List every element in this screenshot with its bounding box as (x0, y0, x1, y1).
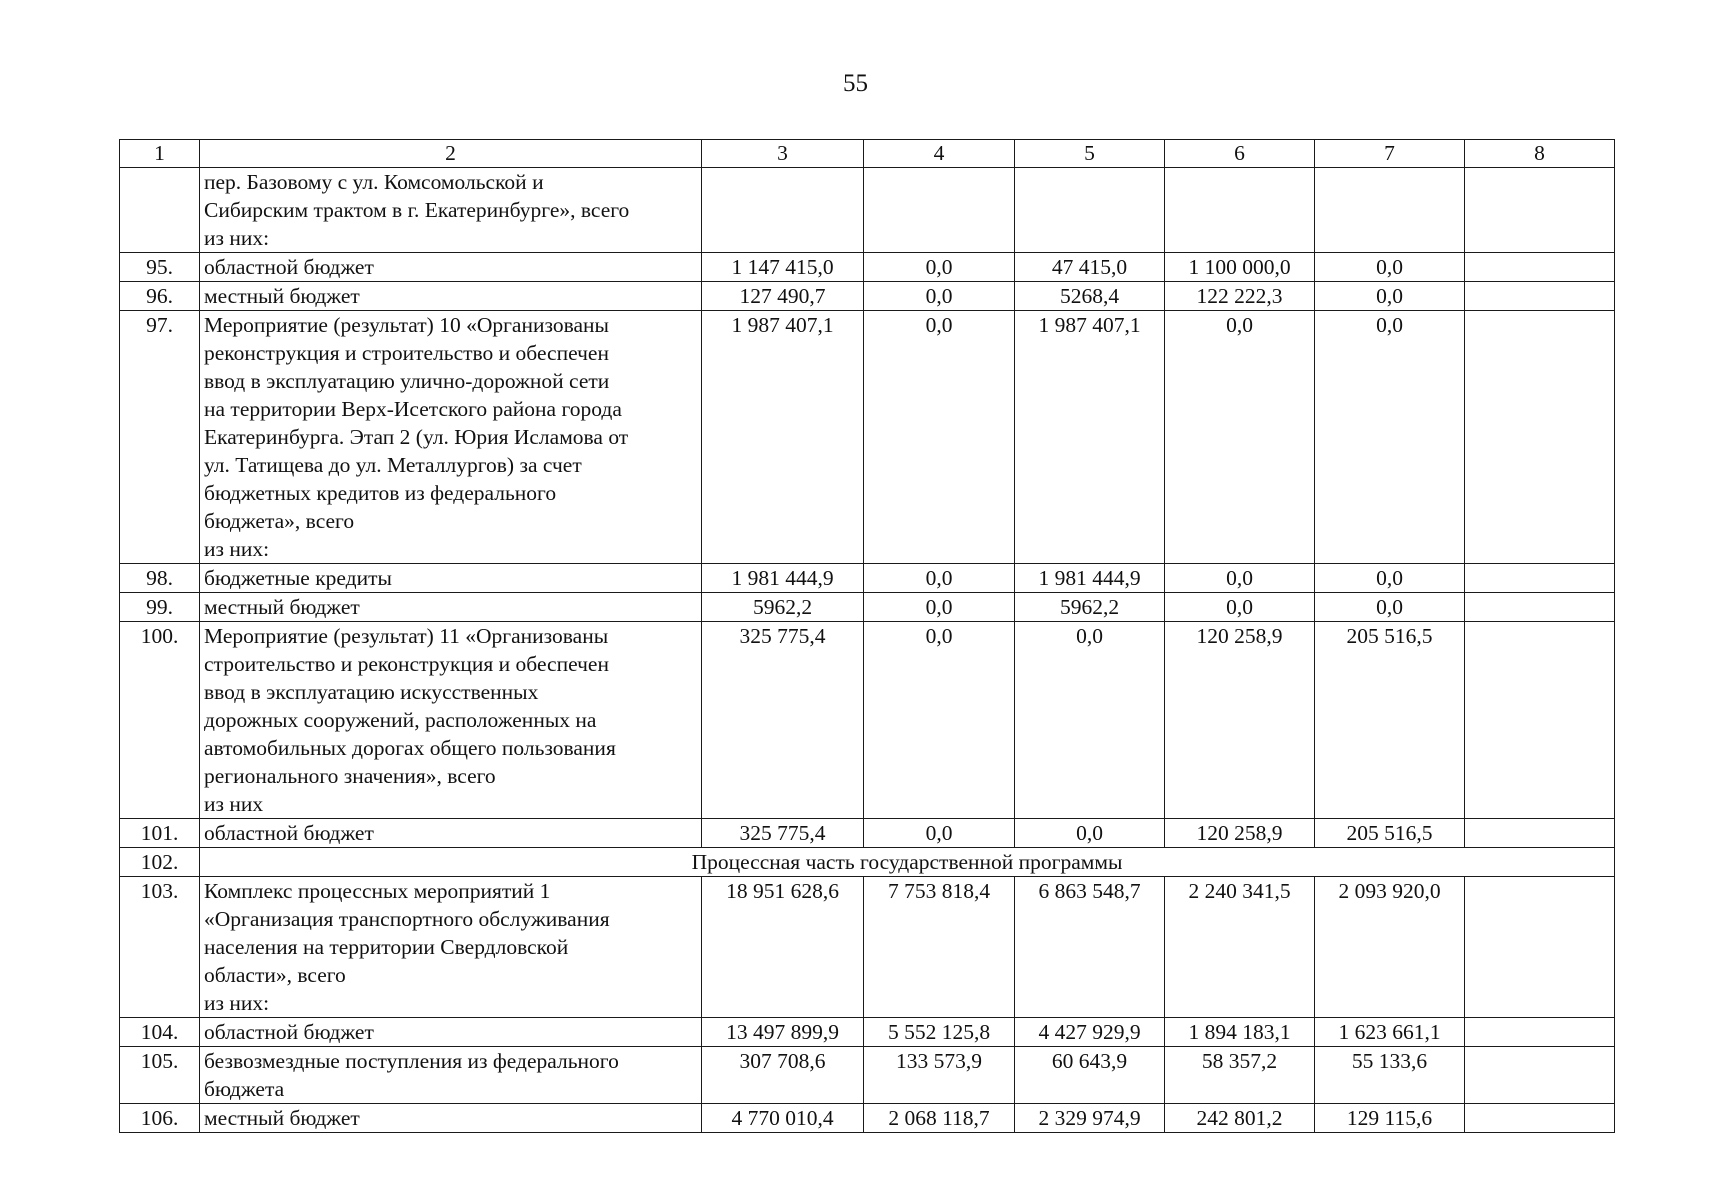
value-cell-col-4: 2 068 118,7 (864, 1104, 1015, 1133)
value-cell-col-7: 1 623 661,1 (1315, 1018, 1465, 1047)
row-number: 104. (120, 1018, 200, 1047)
value-cell-col-4: 7 753 818,4 (864, 877, 1015, 1018)
value-cell-col-8 (1465, 564, 1615, 593)
row-number: 103. (120, 877, 200, 1018)
value-cell-col-4: 133 573,9 (864, 1047, 1015, 1104)
value-cell-col-5: 0,0 (1015, 622, 1165, 819)
value-cell-col-8 (1465, 253, 1615, 282)
value-cell-col-3: 4 770 010,4 (702, 1104, 864, 1133)
value-cell-col-5: 2 329 974,9 (1015, 1104, 1165, 1133)
table-row (120, 311, 1615, 564)
row-number: 101. (120, 819, 200, 848)
value-cell-col-7: 55 133,6 (1315, 1047, 1465, 1104)
table-row (120, 1018, 1615, 1047)
value-cell-col-6: 122 222,3 (1165, 282, 1315, 311)
value-cell-col-7 (1315, 168, 1465, 253)
value-cell-col-8 (1465, 1104, 1615, 1133)
value-cell-col-3: 18 951 628,6 (702, 877, 864, 1018)
value-cell-col-7: 0,0 (1315, 253, 1465, 282)
row-number: 97. (120, 311, 200, 564)
row-description: областной бюджет (200, 253, 702, 282)
row-number: 99. (120, 593, 200, 622)
value-cell-col-7: 0,0 (1315, 593, 1465, 622)
value-cell-col-5: 5268,4 (1015, 282, 1165, 311)
row-description: местный бюджет (200, 1104, 702, 1133)
table-row (120, 1104, 1615, 1133)
value-cell-col-3: 1 981 444,9 (702, 564, 864, 593)
value-cell-col-4: 0,0 (864, 311, 1015, 564)
value-cell-col-5: 6 863 548,7 (1015, 877, 1165, 1018)
value-cell-col-3: 13 497 899,9 (702, 1018, 864, 1047)
budget-table (119, 139, 1615, 1133)
value-cell-col-7: 205 516,5 (1315, 819, 1465, 848)
value-cell-col-4: 0,0 (864, 282, 1015, 311)
row-description: местный бюджет (200, 282, 702, 311)
header-cell: 8 (1465, 140, 1615, 168)
value-cell-col-5: 4 427 929,9 (1015, 1018, 1165, 1047)
value-cell-col-6: 0,0 (1165, 593, 1315, 622)
value-cell-col-4: 0,0 (864, 253, 1015, 282)
row-number: 106. (120, 1104, 200, 1133)
row-description: областной бюджет (200, 819, 702, 848)
header-cell: 7 (1315, 140, 1465, 168)
value-cell-col-4: 0,0 (864, 564, 1015, 593)
value-cell-col-6: 2 240 341,5 (1165, 877, 1315, 1018)
value-cell-col-5: 5962,2 (1015, 593, 1165, 622)
row-description: безвозмездные поступления из федерального бюджета (200, 1047, 702, 1104)
header-cell: 6 (1165, 140, 1315, 168)
row-number (120, 168, 200, 253)
value-cell-col-5: 1 981 444,9 (1015, 564, 1165, 593)
value-cell-col-3: 325 775,4 (702, 819, 864, 848)
value-cell-col-6: 58 357,2 (1165, 1047, 1315, 1104)
row-description: пер. Базовому с ул. Комсомольской и Сибирским трактом в г. Екатеринбурге», всего из них: (200, 168, 702, 253)
table-row (120, 168, 1615, 253)
value-cell-col-7: 0,0 (1315, 282, 1465, 311)
value-cell-col-6: 0,0 (1165, 311, 1315, 564)
row-number: 105. (120, 1047, 200, 1104)
value-cell-col-3: 5962,2 (702, 593, 864, 622)
table-row (120, 848, 1615, 877)
value-cell-col-4: 0,0 (864, 593, 1015, 622)
header-cell: 4 (864, 140, 1015, 168)
row-description: местный бюджет (200, 593, 702, 622)
value-cell-col-3: 307 708,6 (702, 1047, 864, 1104)
value-cell-col-7: 0,0 (1315, 311, 1465, 564)
row-description: областной бюджет (200, 1018, 702, 1047)
value-cell-col-3: 1 147 415,0 (702, 253, 864, 282)
value-cell-col-7: 205 516,5 (1315, 622, 1465, 819)
value-cell-col-3: 325 775,4 (702, 622, 864, 819)
value-cell-col-3: 1 987 407,1 (702, 311, 864, 564)
row-description: Мероприятие (результат) 10 «Организованы реконструкция и строительство и обеспечен ввод в эксплуатацию улично-дорожной сети на территории Верх-Исетского района города Екатеринбурга. Этап 2 (ул. Юрия Исламова от ул. Татищева до ул. Металлургов) за счет бюджетных кредитов из федерального бюджета», всего из них: (200, 311, 702, 564)
value-cell-col-8 (1465, 168, 1615, 253)
value-cell-col-4: 5 552 125,8 (864, 1018, 1015, 1047)
value-cell-col-8 (1465, 1018, 1615, 1047)
value-cell-col-8 (1465, 1047, 1615, 1104)
table-row (120, 819, 1615, 848)
value-cell-col-5 (1015, 168, 1165, 253)
section-heading: Процессная часть государственной программы (200, 848, 1615, 877)
header-cell: 1 (120, 140, 200, 168)
table-row (120, 282, 1615, 311)
value-cell-col-8 (1465, 593, 1615, 622)
value-cell-col-6 (1165, 168, 1315, 253)
value-cell-col-5: 47 415,0 (1015, 253, 1165, 282)
header-cell: 3 (702, 140, 864, 168)
value-cell-col-5: 0,0 (1015, 819, 1165, 848)
value-cell-col-6: 0,0 (1165, 564, 1315, 593)
row-number: 98. (120, 564, 200, 593)
value-cell-col-3: 127 490,7 (702, 282, 864, 311)
value-cell-col-4: 0,0 (864, 622, 1015, 819)
value-cell-col-8 (1465, 311, 1615, 564)
value-cell-col-8 (1465, 819, 1615, 848)
row-number: 96. (120, 282, 200, 311)
value-cell-col-6: 1 100 000,0 (1165, 253, 1315, 282)
value-cell-col-5: 60 643,9 (1015, 1047, 1165, 1104)
value-cell-col-6: 242 801,2 (1165, 1104, 1315, 1133)
row-number: 100. (120, 622, 200, 819)
table-row (120, 564, 1615, 593)
table-row (120, 877, 1615, 1018)
table-row (120, 1047, 1615, 1104)
page-number: 55 (843, 70, 868, 97)
row-number: 95. (120, 253, 200, 282)
row-description: бюджетные кредиты (200, 564, 702, 593)
value-cell-col-4 (864, 168, 1015, 253)
value-cell-col-7: 2 093 920,0 (1315, 877, 1465, 1018)
table-row (120, 253, 1615, 282)
value-cell-col-6: 120 258,9 (1165, 819, 1315, 848)
value-cell-col-8 (1465, 282, 1615, 311)
value-cell-col-7: 129 115,6 (1315, 1104, 1465, 1133)
value-cell-col-8 (1465, 877, 1615, 1018)
value-cell-col-3 (702, 168, 864, 253)
table-row (120, 622, 1615, 819)
value-cell-col-6: 1 894 183,1 (1165, 1018, 1315, 1047)
table-body (120, 168, 1615, 1133)
value-cell-col-5: 1 987 407,1 (1015, 311, 1165, 564)
row-number: 102. (120, 848, 200, 877)
row-description: Комплекс процессных мероприятий 1 «Организация транспортного обслуживания населения на территории Свердловской области», всего из них: (200, 877, 702, 1018)
header-row (120, 140, 1615, 168)
value-cell-col-7: 0,0 (1315, 564, 1465, 593)
header-cell: 2 (200, 140, 702, 168)
table-row (120, 593, 1615, 622)
row-description: Мероприятие (результат) 11 «Организованы строительство и реконструкция и обеспечен ввод в эксплуатацию искусственных дорожных сооружений, расположенных на автомобильных дорогах общего пользования регионального значения», всего из них (200, 622, 702, 819)
value-cell-col-6: 120 258,9 (1165, 622, 1315, 819)
header-cell: 5 (1015, 140, 1165, 168)
value-cell-col-8 (1465, 622, 1615, 819)
value-cell-col-4: 0,0 (864, 819, 1015, 848)
